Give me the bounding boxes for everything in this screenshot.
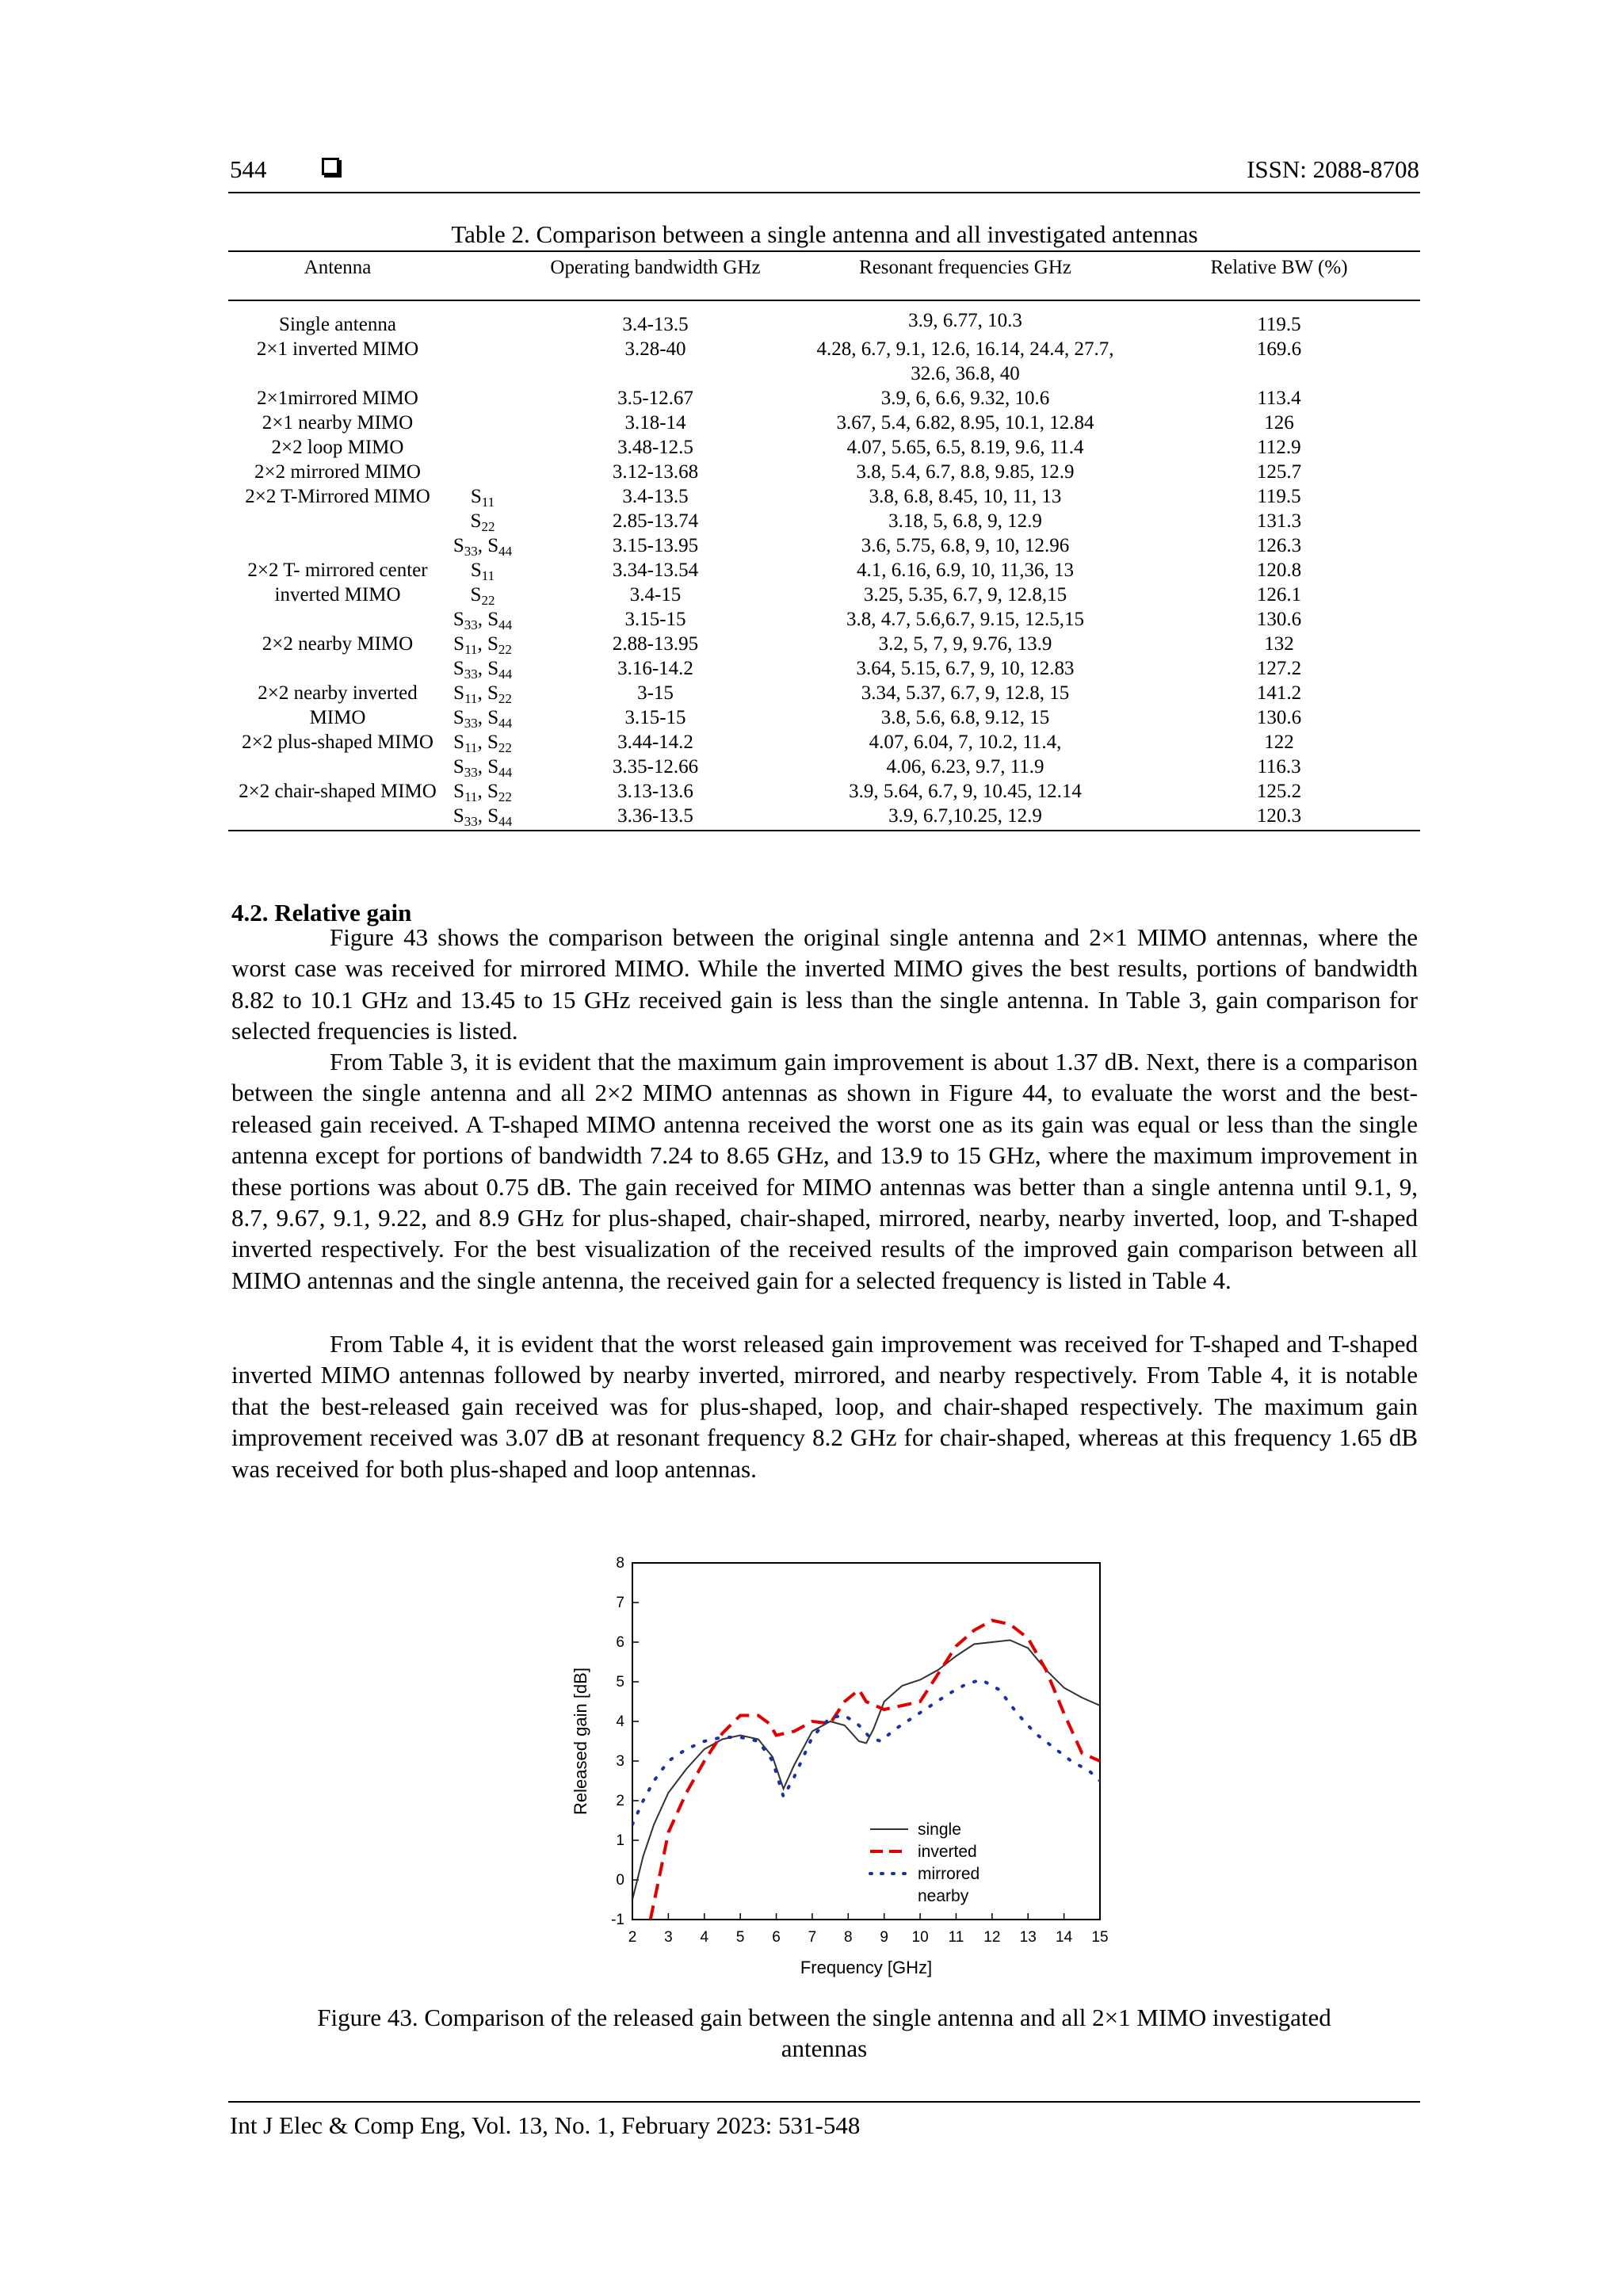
cell-antenna — [228, 533, 447, 558]
column-header: Resonant frequencies GHz — [859, 257, 1071, 278]
cell-frequencies: 3.2, 5, 7, 9, 9.76, 13.9 — [878, 633, 1052, 655]
x-tick-label: 9 — [880, 1929, 888, 1946]
figure-caption — [254, 2002, 1395, 2064]
table-row — [228, 730, 1420, 755]
column-header: Relative BW (%) — [1210, 257, 1348, 278]
cell-param: $S_{33}$, $S_{44}$ — [453, 535, 513, 559]
y-tick-label: 3 — [616, 1753, 624, 1770]
table-row — [228, 386, 1420, 411]
table-row — [228, 632, 1420, 656]
footer-rule — [228, 2101, 1420, 2103]
y-tick-label: -1 — [611, 1912, 624, 1928]
cell-param — [447, 337, 518, 386]
cell-bandwidth: 2.85-13.74 — [612, 510, 699, 532]
table-row — [228, 435, 1420, 460]
header-rule — [228, 192, 1420, 193]
cell-antenna: Single antenna — [279, 314, 396, 335]
cell-antenna — [228, 607, 447, 632]
cell-frequencies: 3.8, 5.4, 6.7, 8.8, 9.85, 12.9 — [856, 461, 1075, 483]
cell-relative-bw: 116.3 — [1257, 756, 1301, 777]
comparison-table — [228, 254, 1420, 828]
cell-antenna: inverted MIMO — [274, 584, 401, 606]
cell-relative-bw: 120.3 — [1256, 805, 1302, 827]
cell-param: $S_{11}$, $S_{22}$ — [453, 732, 512, 755]
cell-param — [447, 435, 518, 460]
cell-relative-bw: 122 — [1264, 732, 1294, 753]
cell-antenna — [228, 804, 447, 828]
legend-label-inverted: inverted — [918, 1843, 977, 1861]
cell-antenna: 2×2 T-Mirrored MIMO — [245, 486, 430, 507]
x-tick-label: 11 — [948, 1929, 964, 1946]
table-row — [228, 308, 1420, 337]
x-tick-label: 4 — [700, 1929, 709, 1946]
cell-bandwidth: 3-15 — [637, 682, 674, 704]
cell-param: $S_{11}$, $S_{22}$ — [453, 781, 512, 804]
cell-bandwidth: 3.4-13.5 — [622, 486, 689, 507]
x-tick-label: 5 — [735, 1929, 745, 1946]
column-header: Operating bandwidth GHz — [550, 257, 761, 278]
cell-frequencies: 3.9, 6.7,10.25, 12.9 — [888, 805, 1042, 827]
x-tick-label: 14 — [1056, 1929, 1073, 1946]
series-line-inverted — [651, 1621, 1100, 1920]
cell-frequencies: 3.9, 6.77, 10.3 — [908, 310, 1022, 331]
cell-relative-bw: 141.2 — [1256, 682, 1302, 704]
cell-antenna: 2×2 nearby inverted — [258, 682, 418, 704]
cell-relative-bw: 130.6 — [1256, 707, 1302, 728]
cell-relative-bw: 125.2 — [1256, 781, 1302, 802]
cell-relative-bw: 131.3 — [1256, 510, 1302, 532]
cell-antenna — [228, 656, 447, 681]
cell-frequencies: 3.25, 5.35, 6.7, 9, 12.8,15 — [863, 584, 1067, 606]
cell-frequencies: 3.18, 5, 6.8, 9, 12.9 — [888, 510, 1042, 532]
table-row — [228, 583, 1420, 607]
cell-antenna: 2×2 plus-shaped MIMO — [242, 732, 433, 753]
cell-relative-bw: 119.5 — [1257, 314, 1301, 335]
y-tick-label: 6 — [616, 1634, 624, 1651]
cell-antenna: 2×2 chair-shaped MIMO — [239, 781, 437, 802]
table-bottom-rule — [228, 830, 1420, 831]
table-row — [228, 804, 1420, 828]
cell-antenna: MIMO — [309, 707, 366, 728]
cell-param — [447, 386, 518, 411]
x-axis-label: Frequency [GHz] — [800, 1958, 933, 1977]
cell-param: $S_{22}$ — [470, 584, 495, 608]
cell-bandwidth: 2.88-13.95 — [612, 633, 699, 655]
y-tick-label: 7 — [616, 1595, 624, 1611]
paragraph-text: From Table 4, it is evident that the worst released gain improvement was received for T-shaped and T-shaped inverted MIMO antennas followed by nearby inverted, mirrored, and nearby respectively. From Table 4, it is notable that the best-released gain received was for plus-shaped, loop, and chair-shaped respectively. The maximum gain improvement received was 3.07 dB at resonant frequency 8.2 GHz for chair-shaped, whereas at this frequency 1.65 dB was received for both plus-shaped and loop antennas. — [231, 1330, 1418, 1483]
cell-relative-bw: 113.4 — [1257, 388, 1301, 409]
cell-bandwidth: 3.5-12.67 — [617, 388, 693, 409]
cell-relative-bw: 130.6 — [1256, 609, 1302, 630]
cell-frequencies: 4.07, 5.65, 6.5, 8.19, 9.6, 11.4 — [846, 437, 1084, 458]
cell-frequencies: 3.34, 5.37, 6.7, 9, 12.8, 15 — [861, 682, 1070, 704]
cell-param — [447, 411, 518, 435]
cell-relative-bw: 125.7 — [1256, 461, 1302, 483]
cell-antenna: 2×2 T- mirrored center — [247, 560, 428, 581]
cell-bandwidth: 3.4-15 — [629, 584, 682, 606]
cell-relative-bw: 126 — [1264, 412, 1294, 434]
x-tick-label: 2 — [628, 1929, 637, 1946]
x-tick-label: 13 — [1019, 1929, 1037, 1946]
x-tick-label: 8 — [844, 1929, 853, 1946]
cell-antenna: 2×2 mirrored MIMO — [254, 461, 421, 483]
cell-relative-bw: 126.1 — [1256, 584, 1302, 606]
legend-label-single: single — [918, 1820, 961, 1839]
x-tick-label: 15 — [1091, 1929, 1109, 1946]
cell-param: $S_{33}$, $S_{44}$ — [453, 707, 513, 731]
x-tick-label: 3 — [664, 1929, 673, 1946]
cell-antenna: 2×2 nearby MIMO — [262, 633, 414, 655]
y-tick-label: 0 — [616, 1872, 624, 1889]
cell-frequencies: 3.9, 5.64, 6.7, 9, 10.45, 12.14 — [849, 781, 1082, 802]
cell-frequencies: 4.07, 6.04, 7, 10.2, 11.4, — [869, 732, 1062, 753]
cell-relative-bw: 127.2 — [1256, 658, 1302, 679]
table-row — [228, 779, 1420, 804]
section-heading: 4.2. Relative gain — [231, 899, 412, 926]
cell-param: $S_{33}$, $S_{44}$ — [453, 805, 513, 829]
cell-param: $S_{22}$ — [470, 510, 495, 534]
legend-label-mirrored: mirrored — [918, 1865, 980, 1883]
table-top-rule — [228, 250, 1420, 252]
cell-antenna: 2×1 nearby MIMO — [262, 412, 414, 434]
paragraph-text: From Table 3, it is evident that the maximum gain improvement is about 1.37 dB. Next, there is a comparison between the single antenna and all 2×2 MIMO antennas as shown in Figure 44, to evaluate the worst and the best-released gain received. A T-shaped MIMO antenna received the worst one as its gain was equal or less than the single antenna except for portions of bandwidth 7.24 to 8.65 GHz, and 13.9 to 15 GHz, where the maximum improvement in these portions was about 0.75 dB. The gain received for MIMO antennas was better than a single antenna until 9.1, 9, 8.7, 9.67, 9.1, 9.22, and 8.9 GHz for plus-shaped, chair-shaped, mirrored, nearby, nearby inverted, loop, and T-shaped inverted respectively. For the best visualization of the received results of the improved gain comparison between all MIMO antennas and the single antenna, the received gain for a selected frequency is listed in Table 4. — [231, 1048, 1418, 1294]
cell-bandwidth: 3.15-15 — [624, 609, 686, 630]
table-row — [228, 755, 1420, 779]
figure-caption-line: antennas — [781, 2034, 868, 2062]
cell-frequencies: 4.1, 6.16, 6.9, 10, 11,36, 13 — [856, 560, 1075, 581]
paragraph — [231, 922, 1418, 1047]
cell-param: $S_{33}$, $S_{44}$ — [453, 756, 513, 780]
cell-param: $S_{33}$, $S_{44}$ — [453, 609, 513, 632]
gain-chart — [555, 1538, 1109, 1981]
cell-relative-bw: 169.6 — [1256, 338, 1302, 360]
table-row — [228, 411, 1420, 435]
x-tick-label: 12 — [983, 1929, 1001, 1946]
cell-frequencies: 3.8, 5.6, 6.8, 9.12, 15 — [880, 707, 1050, 728]
x-tick-label: 10 — [911, 1929, 929, 1946]
table-row — [228, 337, 1420, 386]
footer-citation: Int J Elec & Comp Eng, Vol. 13, No. 1, February 2023: 531-548 — [230, 2111, 861, 2139]
cell-bandwidth: 3.18-14 — [624, 412, 686, 434]
table-row — [228, 705, 1420, 730]
cell-param: $S_{11}$ — [470, 486, 495, 510]
cell-antenna: 2×2 loop MIMO — [271, 437, 404, 458]
cell-bandwidth: 3.36-13.5 — [617, 805, 693, 827]
cell-antenna: 2×1 inverted MIMO — [256, 338, 419, 360]
table-row — [228, 484, 1420, 509]
y-tick-label: 4 — [616, 1713, 624, 1730]
table-row — [228, 533, 1420, 558]
column-header: Antenna — [304, 257, 372, 278]
cell-frequencies: 3.67, 5.4, 6.82, 8.95, 10.1, 12.84 — [836, 412, 1094, 434]
cell-relative-bw: 119.5 — [1257, 486, 1301, 507]
cell-param: $S_{11}$ — [470, 560, 495, 583]
cell-param: $S_{11}$, $S_{22}$ — [453, 682, 512, 706]
table-row — [228, 656, 1420, 681]
cell-param: $S_{11}$, $S_{22}$ — [453, 633, 512, 657]
table-row — [228, 558, 1420, 583]
paragraph-text: Figure 43 shows the comparison between the original single antenna and 2×1 MIMO antennas, where the worst case was received for mirrored MIMO. While the inverted MIMO gives the best results, portions of bandwidth 8.82 to 10.1 GHz and 13.45 to 15 GHz received gain is less than the single antenna. In Table 3, gain comparison for selected frequencies is listed. — [231, 923, 1418, 1045]
cell-bandwidth: 3.13-13.6 — [617, 781, 693, 802]
cell-param — [447, 308, 518, 337]
y-tick-label: 2 — [616, 1793, 624, 1809]
cell-relative-bw: 112.9 — [1257, 437, 1301, 458]
cell-bandwidth: 3.12-13.68 — [612, 461, 699, 483]
cell-antenna — [228, 509, 447, 533]
journal-issn: ISSN: 2088-8708 — [1247, 155, 1419, 183]
table-header-rule — [228, 300, 1420, 301]
cell-param — [447, 460, 518, 484]
table-caption: Table 2. Comparison between a single antenna and all investigated antennas — [451, 220, 1198, 248]
cell-frequencies: 3.6, 5.75, 6.8, 9, 10, 12.96 — [861, 535, 1070, 556]
y-axis-label: Released gain [dB] — [571, 1668, 590, 1815]
page-number: 544 — [230, 155, 267, 183]
table-row — [228, 460, 1420, 484]
square-icon — [322, 158, 339, 175]
paragraph — [231, 1046, 1418, 1296]
cell-bandwidth: 3.48-12.5 — [617, 437, 693, 458]
y-tick-label: 5 — [616, 1674, 624, 1690]
series-line-single — [632, 1641, 1100, 1901]
cell-bandwidth: 3.16-14.2 — [617, 658, 693, 679]
cell-bandwidth: 3.44-14.2 — [617, 732, 693, 753]
cell-bandwidth: 3.15-15 — [624, 707, 686, 728]
paragraph — [231, 1328, 1418, 1484]
cell-frequencies: 3.64, 5.15, 6.7, 9, 10, 12.83 — [856, 658, 1075, 679]
y-tick-label: 8 — [616, 1555, 624, 1572]
cell-relative-bw: 120.8 — [1256, 560, 1302, 581]
cell-antenna: 2×1mirrored MIMO — [257, 388, 418, 409]
cell-antenna — [228, 755, 447, 779]
cell-bandwidth: 3.34-13.54 — [612, 560, 699, 581]
table-row — [228, 681, 1420, 705]
x-tick-label: 7 — [808, 1929, 817, 1946]
figure-caption-line: Figure 43. Comparison of the released gain between the single antenna and all 2×1 MIMO investigated — [317, 2004, 1331, 2031]
cell-bandwidth: 3.15-13.95 — [612, 535, 699, 556]
cell-frequencies: 4.06, 6.23, 9.7, 11.9 — [886, 756, 1044, 777]
cell-bandwidth: 3.28-40 — [624, 338, 686, 360]
cell-bandwidth: 3.35-12.66 — [612, 756, 699, 777]
cell-frequencies: 3.9, 6, 6.6, 9.32, 10.6 — [880, 388, 1050, 409]
x-tick-label: 6 — [772, 1929, 781, 1946]
cell-bandwidth: 3.4-13.5 — [622, 314, 689, 335]
cell-frequencies: 4.28, 6.7, 9.1, 12.6, 16.14, 24.4, 27.7, 32.6, 36.8, 40 — [816, 338, 1114, 384]
table-row — [228, 509, 1420, 533]
cell-relative-bw: 132 — [1264, 633, 1294, 655]
cell-frequencies: 3.8, 4.7, 5.6,6.7, 9.15, 12.5,15 — [846, 609, 1084, 630]
cell-param: $S_{33}$, $S_{44}$ — [453, 658, 513, 682]
cell-frequencies: 3.8, 6.8, 8.45, 10, 11, 13 — [869, 486, 1062, 507]
y-tick-label: 1 — [616, 1832, 624, 1849]
cell-relative-bw: 126.3 — [1256, 535, 1302, 556]
table-row — [228, 607, 1420, 632]
legend-label-nearby: nearby — [918, 1887, 969, 1905]
